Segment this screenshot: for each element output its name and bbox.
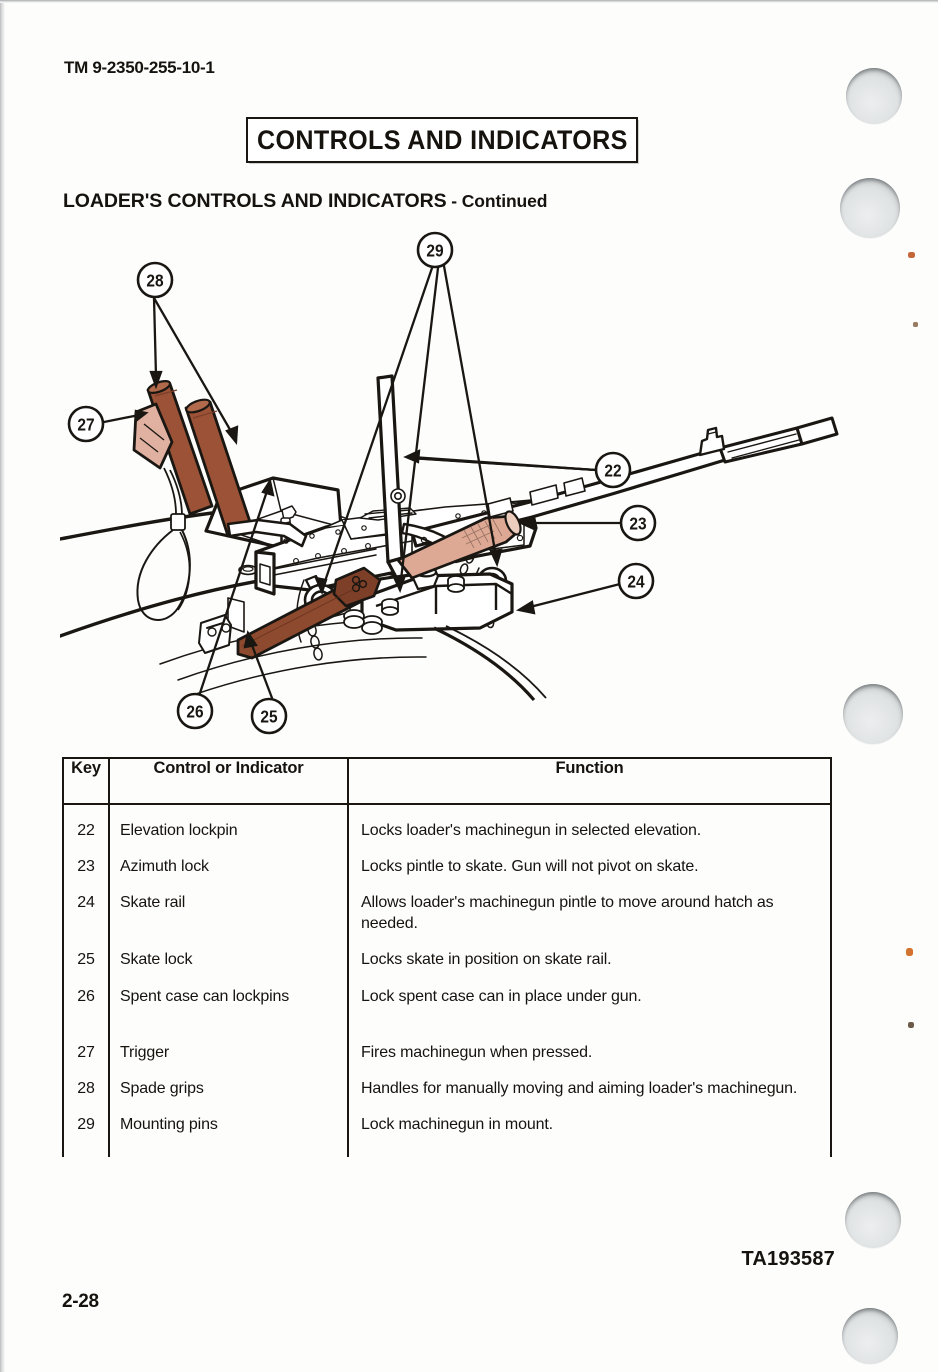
svg-text:25: 25 (260, 706, 278, 727)
table-row (63, 934, 831, 970)
callout-29 (418, 233, 452, 267)
binder-hole (843, 684, 903, 744)
svg-text:26: 26 (186, 701, 204, 722)
table-spacer-row (63, 1007, 831, 1027)
table-row (63, 877, 831, 934)
table-row (63, 804, 831, 841)
callout-27 (69, 407, 103, 441)
page-number: 2-28 (62, 1291, 99, 1312)
callout-23 (621, 506, 655, 540)
controls-and-indicators-table (62, 757, 832, 1157)
row-key: 27 (63, 1027, 109, 1063)
controls-and-indicators-banner (246, 117, 638, 163)
svg-text:27: 27 (77, 414, 95, 435)
binder-hole (840, 178, 900, 238)
table-header-row (63, 758, 831, 804)
figure-loaders-machinegun (60, 228, 850, 738)
row-control: Skate rail (109, 877, 348, 934)
paper-speck (908, 1022, 914, 1028)
row-key: 29 (63, 1099, 109, 1157)
svg-text:29: 29 (426, 240, 444, 261)
controls-table-wrapper (62, 757, 832, 1157)
row-function: Lock spent case can in place under gun. (348, 971, 831, 1007)
svg-text:28: 28 (146, 270, 164, 291)
table-body (63, 804, 831, 1157)
spacer-cell-function (348, 1007, 831, 1027)
row-key: 24 (63, 877, 109, 934)
column-header-control: Control or Indicator (109, 758, 348, 804)
row-function: Locks pintle to skate. Gun will not pivot on skate. (348, 841, 831, 877)
spacer-cell-key (63, 1007, 109, 1027)
section-title-continued: - Continued (446, 191, 548, 211)
callout-24 (619, 564, 653, 598)
svg-text:22: 22 (604, 460, 622, 481)
table-row (63, 1099, 831, 1157)
row-function: Locks loader's machinegun in selected elevation. (348, 804, 831, 841)
svg-text:24: 24 (627, 571, 645, 592)
callout-22 (596, 453, 630, 487)
row-control: Mounting pins (109, 1099, 348, 1157)
row-key: 22 (63, 804, 109, 841)
row-control: Skate lock (109, 934, 348, 970)
banner-title: CONTROLS AND INDICATORS (256, 124, 628, 155)
callout-25 (252, 699, 286, 733)
tm-number: TM 9-2350-255-10-1 (64, 58, 215, 77)
row-function: Lock machinegun in mount. (348, 1099, 831, 1157)
table-row (63, 1063, 831, 1099)
row-key: 25 (63, 934, 109, 970)
row-key: 26 (63, 971, 109, 1007)
section-title-main: LOADER'S CONTROLS AND INDICATORS (63, 190, 447, 212)
spacer-cell-control (109, 1007, 348, 1027)
row-control: Elevation lockpin (109, 804, 348, 841)
row-key: 23 (63, 841, 109, 877)
row-control: Spent case can lockpins (109, 971, 348, 1007)
row-function: Locks skate in position on skate rail. (348, 934, 831, 970)
binder-hole (846, 68, 902, 124)
table-row (63, 1027, 831, 1063)
callout-28 (138, 263, 172, 297)
table-row (63, 971, 831, 1007)
binder-hole (845, 1192, 901, 1248)
row-control: Spade grips (109, 1063, 348, 1099)
paper-speck (913, 322, 918, 327)
row-control: Azimuth lock (109, 841, 348, 877)
callout-26 (178, 694, 212, 728)
svg-text:23: 23 (629, 513, 647, 534)
row-function: Allows loader's machinegun pintle to move around hatch as needed. (348, 877, 831, 934)
paper-speck (908, 252, 915, 258)
column-header-function: Function (348, 758, 831, 804)
column-header-key: Key (63, 758, 109, 804)
binder-hole (842, 1308, 898, 1364)
section-title (63, 190, 547, 213)
row-key: 28 (63, 1063, 109, 1099)
row-control: Trigger (109, 1027, 348, 1063)
row-function: Fires machinegun when pressed. (348, 1027, 831, 1063)
row-function: Handles for manually moving and aiming loader's machinegun. (348, 1063, 831, 1099)
table-row (63, 841, 831, 877)
art-number: TA193587 (741, 1248, 835, 1270)
paper-speck (906, 948, 913, 956)
